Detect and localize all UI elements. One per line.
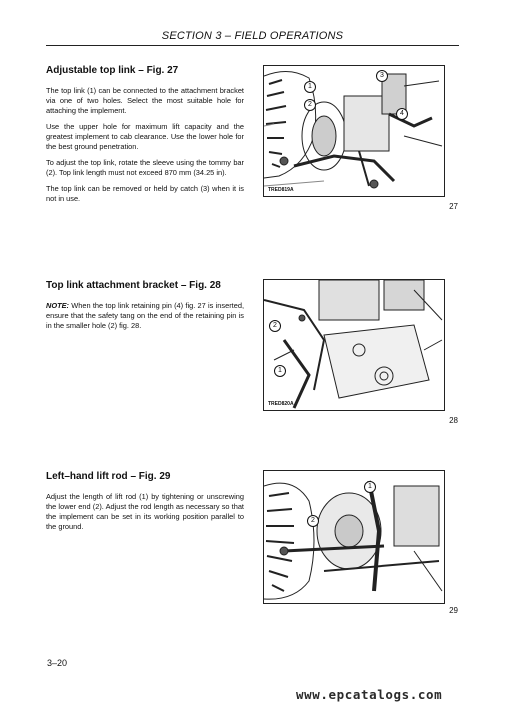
note-label: NOTE: (46, 301, 69, 310)
paragraph: Adjust the length of lift rod (1) by tightening or unscrewing the lower end (2). Adjust the rod length as necessary so that the implement can be set in its working position parallel to the ground. (46, 492, 244, 531)
section-left-hand-lift-rod (46, 471, 244, 538)
figure-code: TRED820A (268, 401, 294, 407)
bracket-drawing (264, 280, 444, 410)
section-top-link-bracket (46, 280, 244, 337)
watermark-url: www.epcatalogs.com (296, 687, 443, 702)
lift-rod-drawing (264, 471, 444, 603)
page-number: 3–20 (47, 658, 68, 668)
callout-marker: 4 (396, 108, 408, 120)
figure-27-illustration (263, 65, 445, 197)
note-paragraph (46, 301, 244, 331)
callout-marker: 2 (307, 515, 319, 527)
figure-number: 28 (449, 416, 458, 425)
callout-marker: 1 (274, 365, 286, 377)
callout-marker: 3 (376, 70, 388, 82)
figure-29-illustration (263, 470, 445, 604)
note-text: When the top link retaining pin (4) fig. 27 is inserted, ensure that the safety tang on the end of the retaining pin is in the smaller hole (2) fig. 28. (46, 301, 244, 330)
tractor-hitch-drawing (264, 66, 444, 196)
callout-marker: 1 (364, 481, 376, 493)
section-header: SECTION 3 – FIELD OPERATIONS (161, 30, 344, 42)
figure-code: TRED819A (268, 187, 294, 193)
paragraph: To adjust the top link, rotate the sleeve using the tommy bar (2). Top link length must not exceed 870 mm (34.25 in). (46, 158, 244, 177)
section-adjustable-top-link (46, 65, 244, 210)
section-heading: Adjustable top link – Fig. 27 (46, 65, 179, 76)
figure-number: 29 (449, 606, 458, 615)
paragraph: Use the upper hole for maximum lift capacity and the greatest implement to cab clearance. Use the lower hole for the best ground penetration. (46, 122, 244, 151)
figure-28-illustration (263, 279, 445, 411)
section-heading: Left–hand lift rod – Fig. 29 (46, 471, 171, 482)
paragraph: The top link (1) can be connected to the attachment bracket via one of two holes. Select the most suitable hole for attaching the implement. (46, 86, 244, 115)
paragraph: The top link can be removed or held by catch (3) when it is not in use. (46, 184, 244, 203)
figure-number: 27 (449, 202, 458, 211)
callout-marker: 2 (269, 320, 281, 332)
header-rule (46, 45, 459, 46)
callout-marker: 1 (304, 81, 316, 93)
callout-marker: 2 (304, 99, 316, 111)
section-heading: Top link attachment bracket – Fig. 28 (46, 280, 221, 291)
